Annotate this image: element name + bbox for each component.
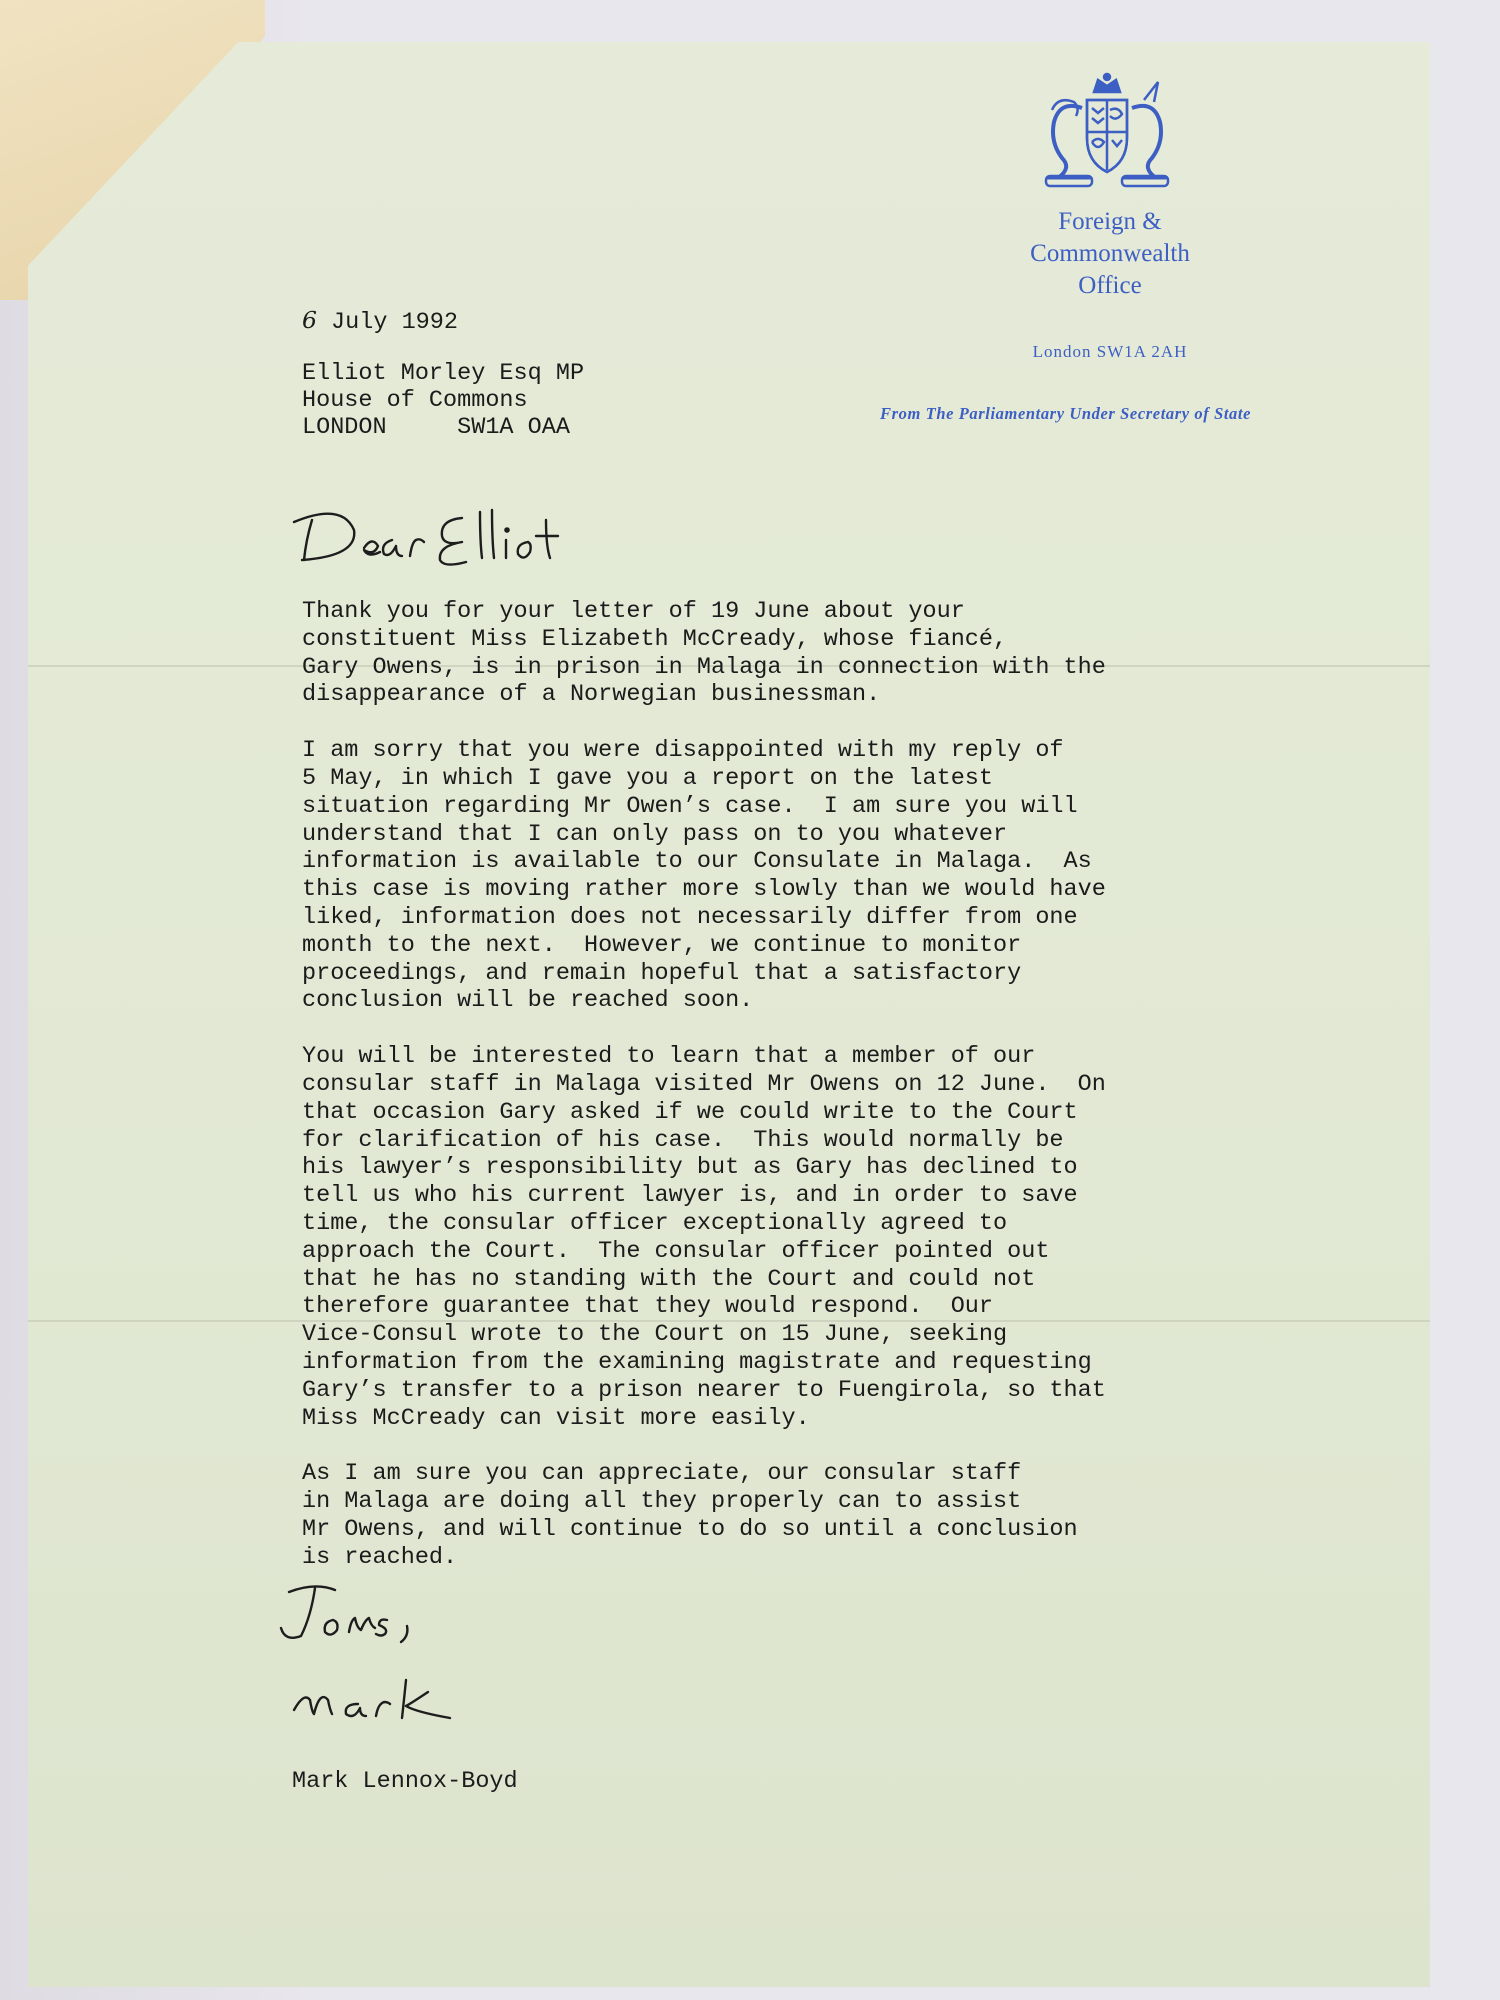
body-line: time, the consular officer exceptionally agreed to [302,1209,1008,1237]
org-name-line-3: Office [1078,272,1142,299]
recipient-name: Elliot Morley Esq MP [302,360,585,387]
body-line: that he has no standing with the Court and could not [302,1265,1036,1293]
body-paragraph [302,737,1302,1015]
body-paragraph [302,1043,1302,1432]
body-line: in Malaga are doing all they properly can to assist [302,1488,1022,1516]
body-line: approach the Court. The consular officer pointed out [302,1237,1050,1265]
body-line: for clarification of his case. This would normally be [302,1126,1064,1154]
body-line: I am sorry that you were disappointed with my reply of [302,737,1064,765]
org-address: London SW1A 2AH [1032,342,1188,361]
body-line: Miss McCready can visit more easily. [302,1404,810,1432]
recipient-address-line: House of Commons [302,387,528,414]
body-line: Gary Owens, is in prison in Malaga in connection with the [302,653,1106,681]
body-line: therefore guarantee that they would respond. Our [302,1293,994,1321]
handwritten-salutation [292,500,592,580]
body-line: information from the examining magistrate and requesting [302,1348,1092,1376]
body-line: Thank you for your letter of 19 June about your [302,598,965,625]
body-line: his lawyer’s responsibility but as Gary has declined to [302,1154,1078,1182]
date-day-handwritten: 6 [302,306,317,334]
body-line: As I am sure you can appreciate, our consular staff [302,1460,1022,1488]
body-paragraph [302,598,1302,709]
date-month-year: July 1992 [316,309,458,336]
handwritten-closing [275,1580,475,1650]
body-line: Gary’s transfer to a prison nearer to Fuengirola, so that [302,1376,1106,1404]
letter-body [302,598,1302,1600]
body-line: disappearance of a Norwegian businessman. [302,681,881,709]
body-line: liked, information does not necessarily differ from one [302,903,1078,931]
body-paragraph [302,1460,1302,1571]
body-line: information is available to our Consulate in Malaga. As [302,848,1092,876]
body-line: constituent Miss Elizabeth McCready, whose fiancé, [302,625,1008,653]
body-line: tell us who his current lawyer is, and in order to save [302,1182,1078,1210]
signatory-name: Mark Lennox-Boyd [292,1768,518,1795]
body-line: this case is moving rather more slowly than we would have [302,876,1106,904]
body-line: Vice-Consul wrote to the Court on 15 June, seeking [302,1321,1008,1349]
letter-date [302,306,458,336]
body-line: understand that I can only pass on to you whatever [302,820,1008,848]
body-line: 5 May, in which I gave you a report on the latest [302,764,994,792]
body-line: Mr Owens, and will continue to do so until a conclusion [302,1515,1078,1543]
body-line: situation regarding Mr Owen’s case. I am sure you will [302,792,1078,820]
body-line: You will be interested to learn that a member of our [302,1043,1036,1071]
recipient-address-line: LONDON SW1A OAA [302,414,570,441]
body-line: consular staff in Malaga visited Mr Owens on 12 June. On [302,1070,1106,1098]
body-line: that occasion Gary asked if we could write to the Court [302,1098,1078,1126]
handwritten-signature [290,1670,530,1730]
from-line: From The Parliamentary Under Secretary of State [880,404,1252,423]
body-line: proceedings, and remain hopeful that a satisfactory [302,959,1022,987]
body-line: is reached. [302,1543,458,1571]
org-name-line-2: Commonwealth [1030,240,1190,267]
org-name-line-1: Foreign & [1058,208,1162,235]
body-line: month to the next. However, we continue to monitor [302,931,1022,959]
body-line: conclusion will be reached soon. [302,987,754,1015]
royal-coat-of-arms-icon [1032,70,1182,190]
